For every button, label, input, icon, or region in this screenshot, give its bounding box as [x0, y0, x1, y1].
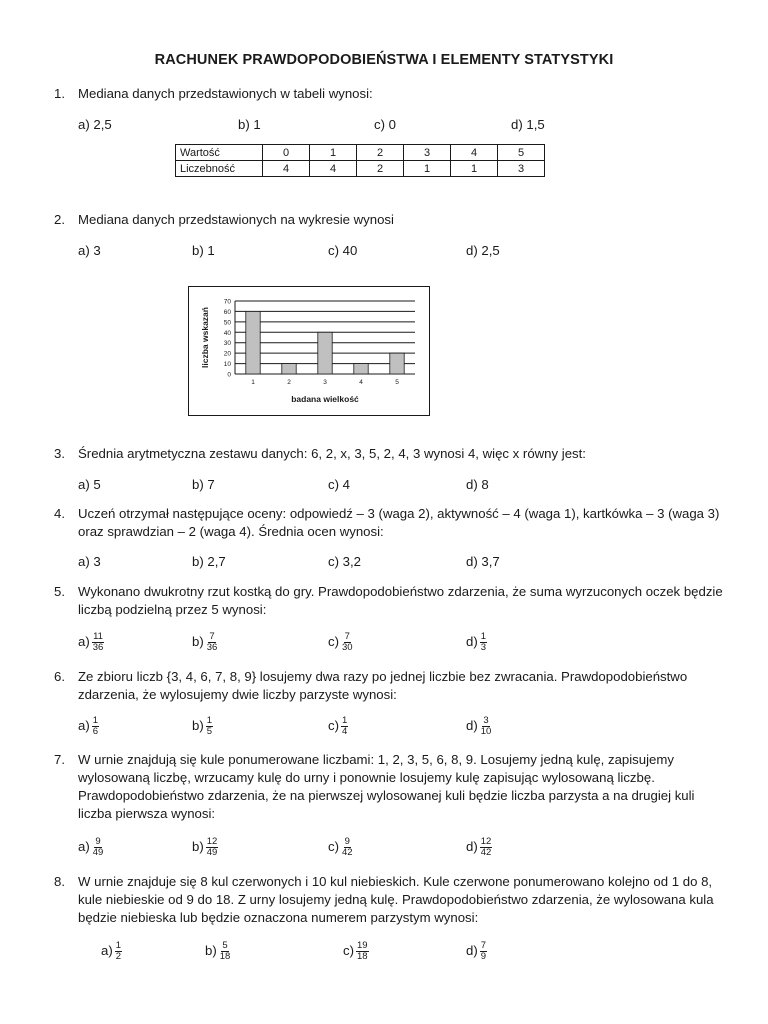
question-number: 2. — [54, 212, 65, 227]
answer-d: d) 3,7 — [466, 554, 500, 569]
question-number: 4. — [54, 506, 65, 521]
answer-label: d) — [466, 633, 478, 649]
table-cell: 2 — [357, 145, 404, 161]
answer-label: d) — [466, 942, 478, 958]
bar — [246, 311, 260, 374]
numerator: 12 — [480, 836, 492, 847]
answer-b: b) 7 — [192, 477, 215, 492]
table-header: Liczebność — [176, 161, 263, 177]
answer-label: c) — [328, 838, 339, 854]
answer-a — [78, 837, 104, 858]
table-cell: 3 — [498, 161, 545, 177]
y-tick-label: 10 — [223, 361, 231, 369]
question-7 — [54, 751, 724, 823]
fraction — [480, 632, 487, 653]
denominator: 36 — [206, 642, 218, 653]
numerator: 12 — [206, 836, 218, 847]
denominator: 49 — [92, 847, 104, 858]
answer-b — [205, 941, 231, 962]
question-number: 5. — [54, 584, 65, 599]
fraction — [206, 716, 213, 737]
x-axis-label: badana wielkość — [291, 394, 359, 404]
y-tick-label: 60 — [223, 308, 231, 316]
denominator: 2 — [115, 951, 122, 962]
answer-d — [466, 941, 487, 962]
numerator: 7 — [209, 631, 215, 642]
answer-label: c) — [343, 942, 354, 958]
numerator: 1 — [342, 715, 348, 726]
fraction — [341, 632, 354, 653]
page-title: RACHUNEK PRAWDOPODOBIEŃSTWA I ELEMENTY STATYSTYKI — [154, 52, 614, 68]
answer-a — [78, 716, 99, 737]
answer-d: d) 8 — [466, 477, 489, 492]
bar — [318, 332, 332, 374]
answer-label: a) — [78, 838, 90, 854]
y-tick-label: 20 — [223, 350, 231, 358]
y-axis-label: liczba wskazań — [200, 307, 210, 368]
answer-c: c) 4 — [328, 477, 350, 492]
numerator: 3 — [483, 715, 489, 726]
answer-label: d) — [466, 717, 478, 733]
numerator: 1 — [115, 940, 122, 951]
question-4 — [54, 505, 724, 541]
fraction — [480, 716, 493, 737]
y-tick-label: 30 — [223, 340, 231, 348]
bar — [354, 364, 368, 374]
y-tick-label: 0 — [227, 371, 231, 379]
answer-b: b) 1 — [238, 117, 261, 132]
answer-a: a) 3 — [78, 243, 101, 258]
question-6 — [54, 668, 724, 704]
table-cell: 1 — [404, 161, 451, 177]
question-8 — [54, 873, 724, 927]
question-text: Wykonano dwukrotny rzut kostką do gry. Prawdopodobieństwo zdarzenia, że suma wyrzuconych oczek będzie liczbą podzielną przez 5 wynosi: — [78, 584, 723, 617]
denominator: 30 — [342, 642, 353, 653]
answer-label: b) — [192, 717, 204, 733]
question-2 — [54, 211, 724, 229]
fraction — [480, 941, 487, 962]
fraction — [219, 941, 232, 962]
fraction — [206, 632, 219, 653]
denominator: 4 — [342, 726, 348, 737]
answer-d: d) 2,5 — [466, 243, 500, 258]
answer-c — [343, 941, 369, 962]
answer-c — [328, 716, 348, 737]
x-tick-label: 2 — [287, 379, 291, 386]
answer-label: d) — [466, 838, 478, 854]
question-text: Uczeń otrzymał następujące oceny: odpowiedź – 3 (waga 2), aktywność – 4 (waga 1), kartkówka – 3 (waga 3) oraz sprawdzian – 2 (waga 4). Średnia ocen wynosi: — [78, 506, 720, 539]
numerator: 7 — [480, 940, 487, 951]
table-row — [176, 145, 545, 161]
answer-a: a) 3 — [78, 554, 101, 569]
answer-c: c) 3,2 — [328, 554, 361, 569]
fraction — [92, 837, 105, 858]
answer-b — [192, 716, 213, 737]
table-cell: 2 — [357, 161, 404, 177]
answer-a — [78, 632, 104, 653]
bar-chart — [189, 287, 429, 415]
answer-d — [466, 716, 492, 737]
fraction — [341, 716, 348, 737]
answer-a — [101, 941, 122, 962]
answer-b — [192, 632, 218, 653]
y-tick-label: 40 — [223, 329, 231, 337]
fraction — [92, 716, 99, 737]
question-1 — [54, 85, 724, 103]
denominator: 9 — [480, 951, 487, 962]
question-text: Mediana danych przedstawionych na wykresie wynosi — [78, 212, 394, 227]
question-number: 1. — [54, 86, 65, 101]
answer-b — [192, 837, 218, 858]
answer-b: b) 1 — [192, 243, 215, 258]
denominator: 3 — [480, 642, 487, 653]
question-number: 8. — [54, 874, 65, 889]
table-cell: 4 — [451, 145, 498, 161]
table-cell: 0 — [263, 145, 310, 161]
table-cell: 3 — [404, 145, 451, 161]
numerator: 11 — [93, 631, 103, 642]
answer-label: a) — [78, 633, 90, 649]
answer-label: c) — [328, 633, 339, 649]
answer-d — [466, 632, 487, 653]
denominator: 18 — [357, 951, 368, 962]
answer-label: b) — [192, 633, 204, 649]
answer-a: a) 2,5 — [78, 117, 112, 132]
fraction — [341, 837, 354, 858]
denominator: 18 — [219, 951, 231, 962]
answer-label: b) — [205, 942, 217, 958]
question-text: Średnia arytmetyczna zestawu danych: 6, 2, x, 3, 5, 2, 4, 3 wynosi 4, więc x równy jest: — [78, 446, 586, 461]
question-text: W urnie znajdują się kule ponumerowane liczbami: 1, 2, 3, 5, 6, 8, 9. Losujemy jedną kulę, zapisujemy wylosowaną liczbę, wrzucamy kulę do urny i ponownie losujemy kulę zapisując wylosowaną liczbę. Prawdopodobieństwo zdarzenia, że na pierwszej wylosowanej kuli będzie liczba parzysta a na drugiej kuli liczba pierwsza wynosi: — [78, 752, 695, 821]
denominator: 5 — [206, 726, 213, 737]
denominator: 6 — [92, 726, 99, 737]
question-number: 7. — [54, 752, 65, 767]
answer-c: c) 40 — [328, 243, 358, 258]
answer-label: a) — [78, 717, 90, 733]
x-tick-label: 4 — [359, 379, 363, 386]
fraction — [115, 941, 122, 962]
table-cell: 1 — [310, 145, 357, 161]
question-3 — [54, 445, 724, 463]
denominator: 10 — [480, 726, 492, 737]
numerator: 9 — [344, 836, 350, 847]
table-cell: 4 — [263, 161, 310, 177]
numerator: 19 — [357, 940, 368, 951]
fraction — [92, 632, 105, 653]
denominator: 36 — [92, 642, 104, 653]
answer-b: b) 2,7 — [192, 554, 226, 569]
numerator: 5 — [222, 940, 228, 951]
table-cell: 4 — [310, 161, 357, 177]
fraction — [480, 837, 493, 858]
table-cell: 1 — [451, 161, 498, 177]
x-tick-label: 5 — [395, 379, 399, 386]
y-tick-label: 50 — [223, 319, 231, 327]
data-table — [175, 144, 545, 177]
answer-label: c) — [328, 717, 339, 733]
answer-c: c) 0 — [374, 117, 396, 132]
answer-d: d) 1,5 — [511, 117, 545, 132]
question-5 — [54, 583, 724, 619]
bar — [282, 364, 296, 374]
x-tick-label: 1 — [251, 379, 255, 386]
answer-c — [328, 632, 354, 653]
numerator: 9 — [95, 836, 101, 847]
bar — [390, 353, 404, 374]
answer-c — [328, 837, 354, 858]
fraction — [356, 941, 369, 962]
numerator: 1 — [206, 715, 213, 726]
question-number: 3. — [54, 446, 65, 461]
numerator: 1 — [92, 715, 99, 726]
bar-chart-frame — [188, 286, 430, 416]
answer-label: b) — [192, 838, 204, 854]
question-text: W urnie znajduje się 8 kul czerwonych i 10 kul niebieskich. Kule czerwone ponumerowano kolejno od 1 do 8, kule niebieskie od 9 do 18. Z urny losujemy jedną kulę. Prawdopodobieństwo zdarzenia, że wylosowana kula będzie niebieska lub będzie oznaczona numerem parzystym wynosi: — [78, 874, 714, 925]
fraction — [206, 837, 219, 858]
numerator: 7 — [344, 631, 350, 642]
numerator: 1 — [480, 631, 487, 642]
x-tick-label: 3 — [323, 379, 327, 386]
denominator: 42 — [480, 847, 492, 858]
answer-a: a) 5 — [78, 477, 101, 492]
question-number: 6. — [54, 669, 65, 684]
y-tick-label: 70 — [223, 298, 231, 306]
question-text: Mediana danych przedstawionych w tabeli wynosi: — [78, 86, 373, 101]
answer-label: a) — [101, 942, 113, 958]
table-cell: 5 — [498, 145, 545, 161]
denominator: 49 — [206, 847, 218, 858]
table-row — [176, 161, 545, 177]
question-text: Ze zbioru liczb {3, 4, 6, 7, 8, 9} losujemy dwa razy po jednej liczbie bez zwracania. Prawdopodobieństwo zdarzenia, że wylosujemy dwie liczby parzyste wynosi: — [78, 669, 688, 702]
answer-d — [466, 837, 492, 858]
denominator: 42 — [342, 847, 353, 858]
table-header: Wartość — [176, 145, 263, 161]
